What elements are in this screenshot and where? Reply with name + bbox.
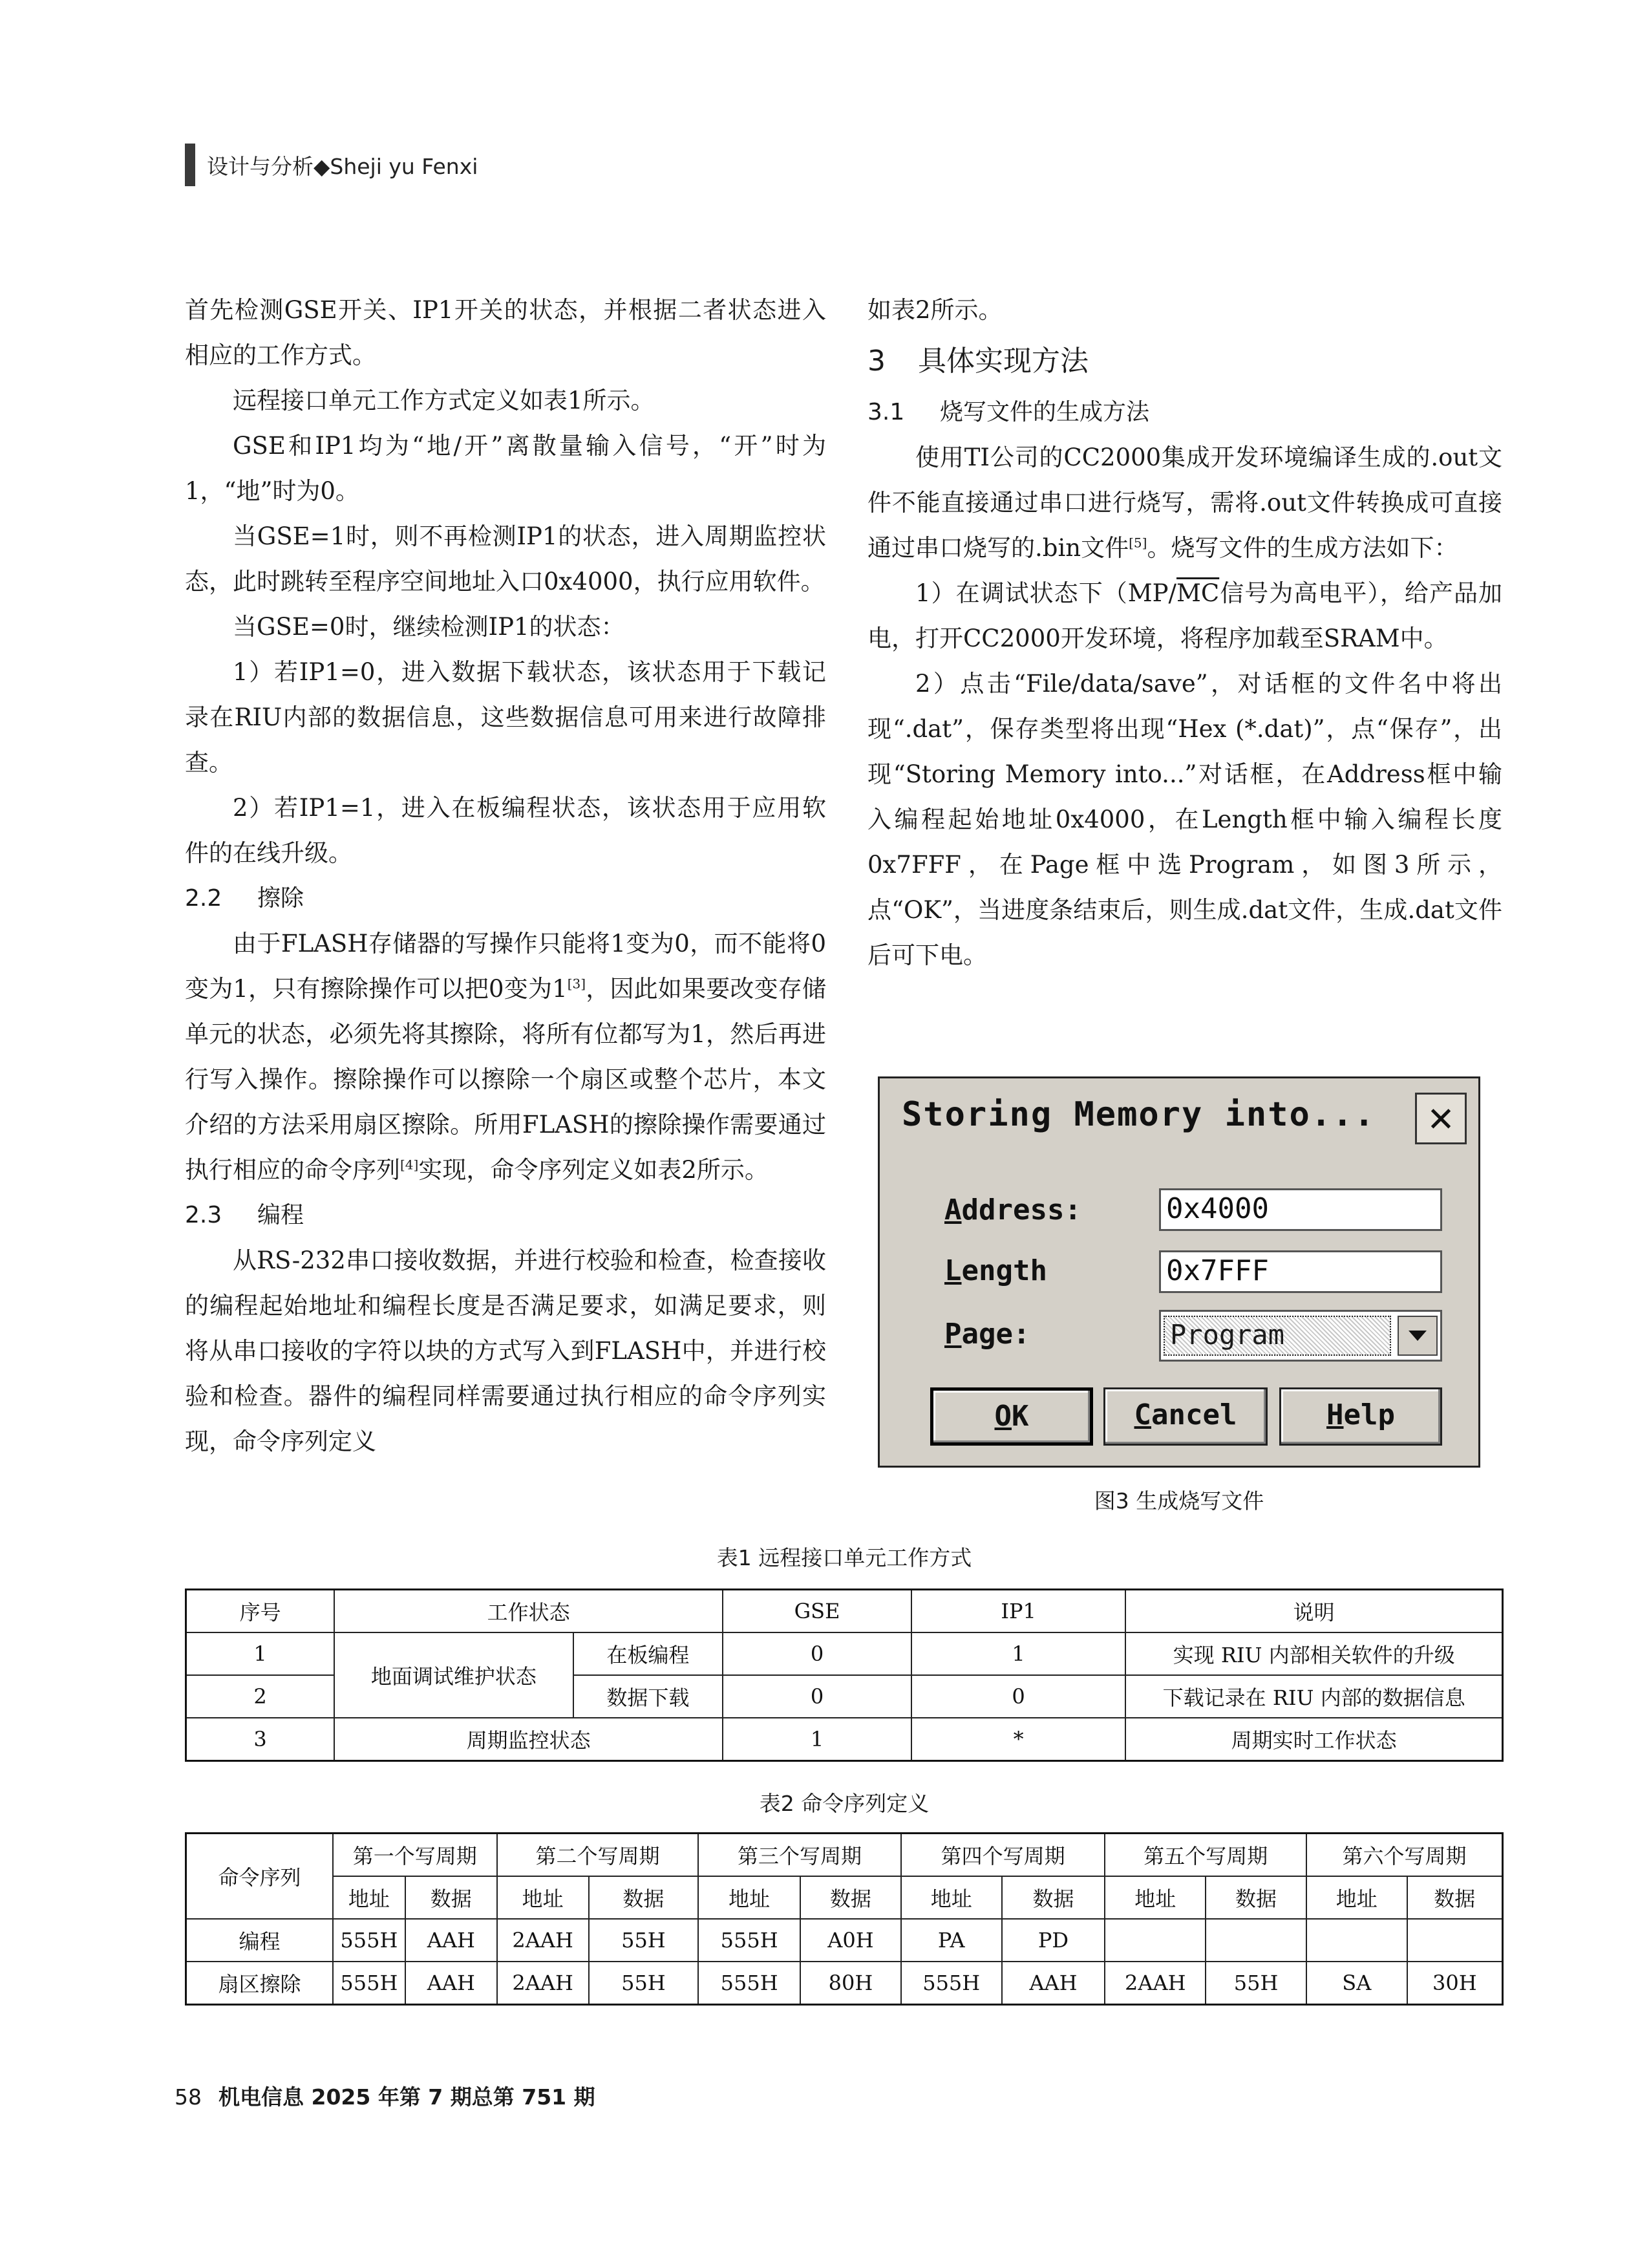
text-run: ，因此如果要改变存储单元的状态，必须先将其擦除，将所有位都写为1，然后再进行写入操作。擦除操作可以擦除一个扇区或整个芯片，本文介绍的方法采用扇区擦除。所用FLASH的擦除操作需要通过执行相应的命令序列: [185, 975, 826, 1184]
page-footer: [175, 2081, 595, 2111]
table-header-cell: 地址: [497, 1876, 589, 1919]
dialog-title: Storing Memory into...: [902, 1095, 1376, 1134]
table-cell: [1306, 1919, 1407, 1962]
paragraph: 远程接口单元工作方式定义如表1所示。: [233, 387, 655, 414]
paragraph: GSE和IP1均为“地/开”离散量输入信号，“开”时为1，“地”时为0。: [185, 432, 826, 505]
section-number: 2.2: [185, 885, 222, 912]
paragraph: 1）若IP1=0，进入数据下载状态，该状态用于下载记录在RIU内部的数据信息，这些数据信息可用来进行故障排查。: [185, 658, 826, 776]
table-header-cell: 地址: [333, 1876, 405, 1919]
section-heading-3-1: [867, 390, 1502, 435]
running-header: [185, 144, 478, 186]
table-header-cell: 地址: [698, 1876, 800, 1919]
table-header-cell: 第三个写周期: [698, 1834, 901, 1877]
table-cell: 实现 RIU 内部相关软件的升级: [1125, 1632, 1502, 1675]
table-cell: 周期监控状态: [334, 1718, 723, 1761]
table-cell: 周期实时工作状态: [1125, 1718, 1502, 1761]
citation: [4]: [400, 1157, 419, 1173]
table2: [185, 1832, 1504, 2006]
table-header-cell: 第一个写周期: [333, 1834, 497, 1877]
table-row: [186, 1919, 1503, 1962]
left-column: [185, 288, 826, 1464]
table-cell: 2AAH: [1105, 1962, 1206, 2005]
dialog-titlebar: [880, 1078, 1478, 1156]
text-run: 信号为高电平），给产品加电，打开CC2000开发环境，将程序加载至SRAM中。: [867, 579, 1503, 652]
section-heading-2-3: [185, 1193, 826, 1238]
table-cell: AAH: [1002, 1962, 1105, 2005]
table-header-cell: 地址: [1306, 1876, 1407, 1919]
section-number: 2.3: [185, 1202, 222, 1228]
paragraph: 首先检测GSE开关、IP1开关的状态，并根据二者状态进入相应的工作方式。: [185, 296, 826, 369]
paragraph: 如表2所示。: [867, 296, 1003, 324]
section-title: 烧写文件的生成方法: [940, 399, 1150, 425]
table-header-cell: 第六个写周期: [1306, 1834, 1503, 1877]
table-cell: 30H: [1407, 1962, 1503, 2005]
table-header-cell: IP1: [911, 1590, 1126, 1633]
page-label: Page:: [944, 1318, 1030, 1351]
text-run: 。烧写文件的生成方法如下：: [1147, 534, 1458, 562]
table-cell: 555H: [901, 1962, 1002, 2005]
chevron-down-icon[interactable]: [1398, 1316, 1438, 1356]
table-subheader-row: [186, 1876, 1503, 1919]
length-input[interactable]: 0x7FFF: [1159, 1250, 1442, 1293]
table-cell: 下载记录在 RIU 内部的数据信息: [1125, 1675, 1502, 1718]
section-number: 3: [867, 345, 886, 378]
text-run: 1）在调试状态下（MP/: [915, 579, 1177, 607]
section-title: 编程: [257, 1202, 304, 1228]
table-header-row: [186, 1590, 1503, 1633]
table-header-cell: 数据: [800, 1876, 901, 1919]
table1-caption: 表1 远程接口单元工作方式: [716, 1545, 972, 1570]
storing-memory-dialog: [878, 1076, 1480, 1468]
table2-caption: 表2 命令序列定义: [759, 1791, 930, 1816]
paragraph: 2）点击“File/data/save”，对话框的文件名中将出现“.dat”，保存类型将出现“Hex (*.dat)”，点“保存”，出现“Storing Memory into...”对话框，在Address框中输入编程起始地址0x4000，在Length框中输入编程长度0x7FFF，在Page框中选Program，如图3所示，点“OK”，当进度条结束后，则生成.dat文件，生成.dat文件后可下电。: [867, 670, 1502, 969]
table-cell: 3: [186, 1718, 335, 1761]
table-cell: 在板编程: [573, 1632, 723, 1675]
table-cell: 55H: [1206, 1962, 1306, 2005]
text-run: 由于FLASH存储器的写操作只能将1变为0，而不能将0变为1，只有擦除操作可以把0变为1: [185, 930, 826, 1003]
paragraph: 2）若IP1=1，进入在板编程状态，该状态用于应用软件的在线升级。: [185, 794, 826, 867]
table-header-cell: 第五个写周期: [1105, 1834, 1306, 1877]
citation: [5]: [1129, 535, 1147, 551]
table-header-cell: 数据: [1206, 1876, 1306, 1919]
table-cell: 2AAH: [497, 1962, 589, 2005]
table-header-row: [186, 1834, 1503, 1877]
table-cell: *: [911, 1718, 1126, 1761]
table-header-cell: GSE: [723, 1590, 911, 1633]
table-cell: PD: [1002, 1919, 1105, 1962]
table-header-cell: 说明: [1125, 1590, 1502, 1633]
table-header-cell: 地址: [1105, 1876, 1206, 1919]
header-section: 设计与分析◆Sheji yu Fenxi: [207, 153, 478, 179]
table-header-cell: 数据: [1002, 1876, 1105, 1919]
page-number: 58: [175, 2084, 202, 2110]
paragraph: 当GSE=1时，则不再检测IP1的状态，进入周期监控状态，此时跳转至程序空间地址入口0x4000，执行应用软件。: [185, 522, 826, 595]
section-heading-2-2: [185, 876, 826, 921]
journal-info: 机电信息 2025 年第 7 期总第 751 期: [218, 2084, 595, 2110]
table-header-cell: 命令序列: [186, 1834, 333, 1920]
table-cell: A0H: [800, 1919, 901, 1962]
table-cell: 扇区擦除: [186, 1962, 333, 2005]
figure-caption: 图3 生成烧写文件: [1094, 1488, 1264, 1514]
paragraph: [867, 571, 1502, 661]
table1: [185, 1589, 1504, 1762]
address-input[interactable]: 0x4000: [1159, 1188, 1442, 1231]
table-cell: [1206, 1919, 1306, 1962]
ok-button[interactable]: OK: [930, 1387, 1093, 1446]
table-header-cell: 第二个写周期: [497, 1834, 699, 1877]
paragraph: 当GSE=0时，继续检测IP1的状态：: [233, 613, 625, 641]
table-header-cell: 数据: [405, 1876, 497, 1919]
table-cell: 55H: [589, 1962, 699, 2005]
table-cell: [1407, 1919, 1503, 1962]
page-select-value: Program: [1164, 1316, 1391, 1356]
table-row: [186, 1632, 1503, 1675]
paragraph: [185, 921, 826, 1193]
table-header-cell: 地址: [901, 1876, 1002, 1919]
header-bar: [185, 144, 195, 186]
close-icon[interactable]: ✕: [1415, 1093, 1467, 1144]
table-cell: 555H: [333, 1919, 405, 1962]
table-header-cell: 数据: [589, 1876, 699, 1919]
table-cell: 0: [911, 1675, 1126, 1718]
paragraph: [867, 435, 1502, 571]
section-title: 擦除: [257, 885, 304, 912]
table-cell: 80H: [800, 1962, 901, 2005]
table-cell: [1105, 1919, 1206, 1962]
table-header-cell: 数据: [1407, 1876, 1503, 1919]
table-header-cell: 序号: [186, 1590, 335, 1633]
table-cell: 555H: [698, 1962, 800, 2005]
table-cell: 编程: [186, 1919, 333, 1962]
text-run: 使用TI公司的CC2000集成开发环境编译生成的.out文件不能直接通过串口进行烧写，需将.out文件转换成可直接通过串口烧写的.bin文件: [867, 444, 1502, 562]
table-cell: 1: [723, 1718, 911, 1761]
table-cell: AAH: [405, 1962, 497, 2005]
table-cell: 1: [186, 1632, 335, 1675]
address-label: Address:: [944, 1193, 1081, 1226]
section-number: 3.1: [867, 399, 905, 425]
table-cell: 55H: [589, 1919, 699, 1962]
table-cell: 555H: [333, 1962, 405, 2005]
page-select[interactable]: [1159, 1310, 1442, 1362]
table-cell: PA: [901, 1919, 1002, 1962]
table-cell: SA: [1306, 1962, 1407, 2005]
help-button[interactable]: Help: [1279, 1387, 1442, 1446]
table-cell: 1: [911, 1632, 1126, 1675]
table-row: [186, 1718, 1503, 1761]
table-cell: 地面调试维护状态: [334, 1632, 573, 1718]
table-header-cell: 工作状态: [334, 1590, 723, 1633]
cancel-button[interactable]: Cancel: [1103, 1387, 1268, 1446]
table-cell: 0: [723, 1675, 911, 1718]
table-cell: 数据下载: [573, 1675, 723, 1718]
right-column: [867, 288, 1502, 978]
table-cell: 2AAH: [497, 1919, 589, 1962]
overline-signal: $\overline{MC}$: [1176, 579, 1220, 607]
table-cell: AAH: [405, 1919, 497, 1962]
paragraph: 从RS-232串口接收数据，并进行校验和检查，检查接收的编程起始地址和编程长度是否满足要求，如满足要求，则将从串口接收的字符以块的方式写入到FLASH中，并进行校验和检查。器件的编程同样需要通过执行相应的命令序列实现，命令序列定义: [185, 1246, 826, 1455]
table-header-cell: 第四个写周期: [901, 1834, 1105, 1877]
table-cell: 555H: [698, 1919, 800, 1962]
citation: [3]: [567, 976, 586, 992]
table-cell: 2: [186, 1675, 335, 1718]
section-heading-3: [867, 333, 1502, 390]
section-title: 具体实现方法: [918, 345, 1089, 378]
table-row: [186, 1962, 1503, 2005]
text-run: 实现，命令序列定义如表2所示。: [418, 1156, 769, 1184]
length-label: Length: [944, 1254, 1047, 1287]
table-cell: 0: [723, 1632, 911, 1675]
